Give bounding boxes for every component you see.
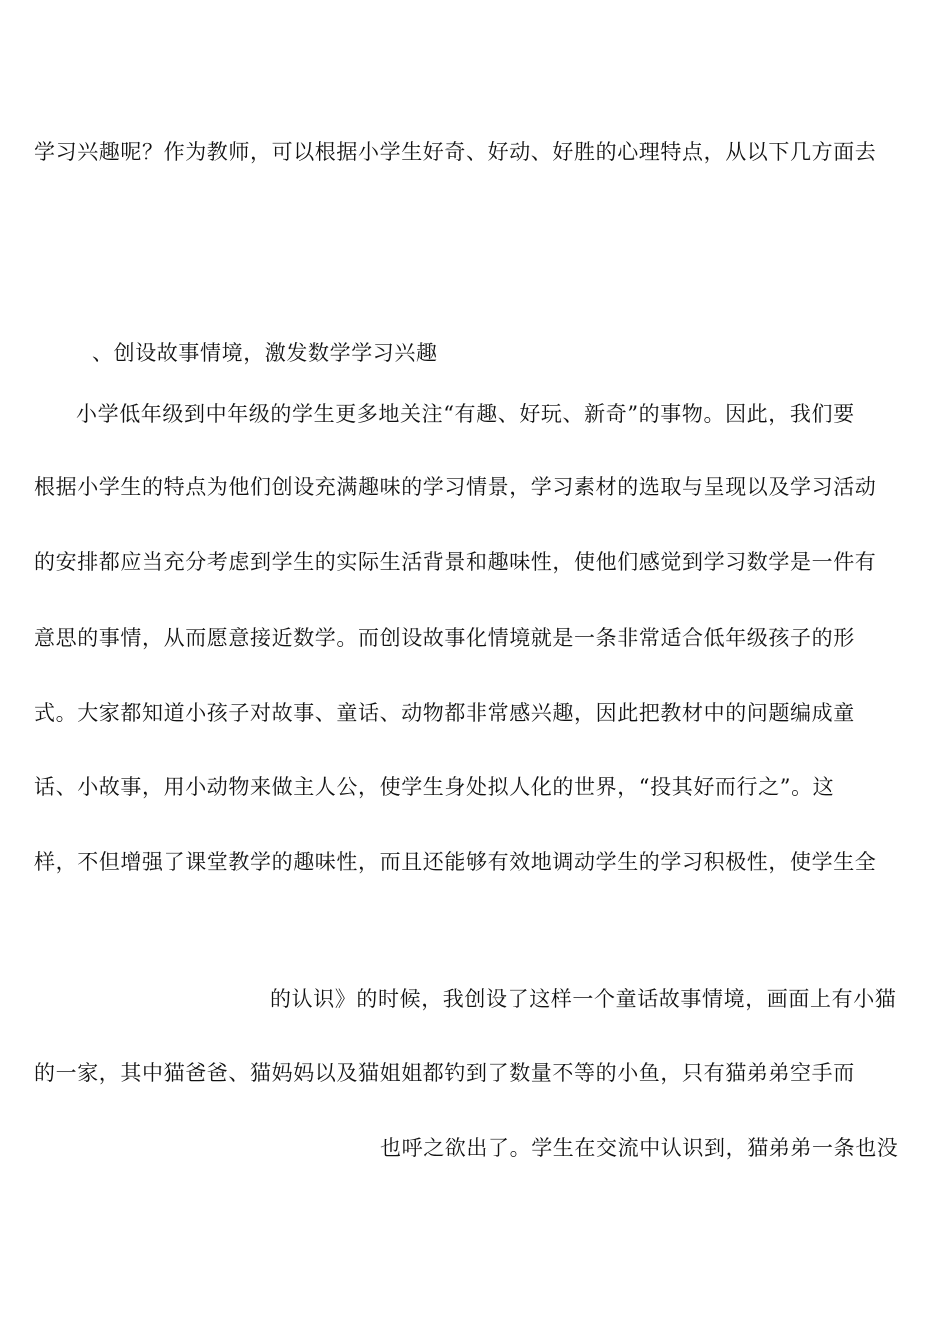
paragraph-line: 样，不但增强了课堂教学的趣味性，而且还能够有效地调动学生的学习积极性，使学生全 <box>34 850 877 874</box>
paragraph-line: 的安排都应当充分考虑到学生的实际生活背景和趣味性，使他们感觉到学习数学是一件有 <box>34 550 877 574</box>
paragraph-line: 也呼之欲出了。学生在交流中认识到，猫弟弟一条也没 <box>380 1136 899 1160</box>
section-heading: 、创设故事情境，激发数学学习兴趣 <box>92 341 438 365</box>
paragraph-line: 学习兴趣呢？作为教师，可以根据小学生好奇、好动、好胜的心理特点，从以下几方面去 <box>34 140 877 164</box>
paragraph-line: 意思的事情，从而愿意接近数学。而创设故事化情境就是一条非常适合低年级孩子的形 <box>34 626 855 650</box>
paragraph-line: 根据小学生的特点为他们创设充满趣味的学习情景，学习素材的选取与呈现以及学习活动 <box>34 475 877 499</box>
paragraph-line: 式。大家都知道小孩子对故事、童话、动物都非常感兴趣，因此把教材中的问题编成童 <box>34 701 855 725</box>
paragraph-line: 的一家，其中猫爸爸、猫妈妈以及猫姐姐都钓到了数量不等的小鱼，只有猫弟弟空手而 <box>34 1061 855 1085</box>
paragraph-line: 的认识》的时候，我创设了这样一个童话故事情境，画面上有小猫 <box>270 987 897 1011</box>
paragraph-line: 话、小故事，用小动物来做主人公，使学生身处拟人化的世界，“投其好而行之”。这 <box>34 775 835 799</box>
paragraph-line: 小学低年级到中年级的学生更多地关注“有趣、好玩、新奇”的事物。因此，我们要 <box>76 402 855 426</box>
